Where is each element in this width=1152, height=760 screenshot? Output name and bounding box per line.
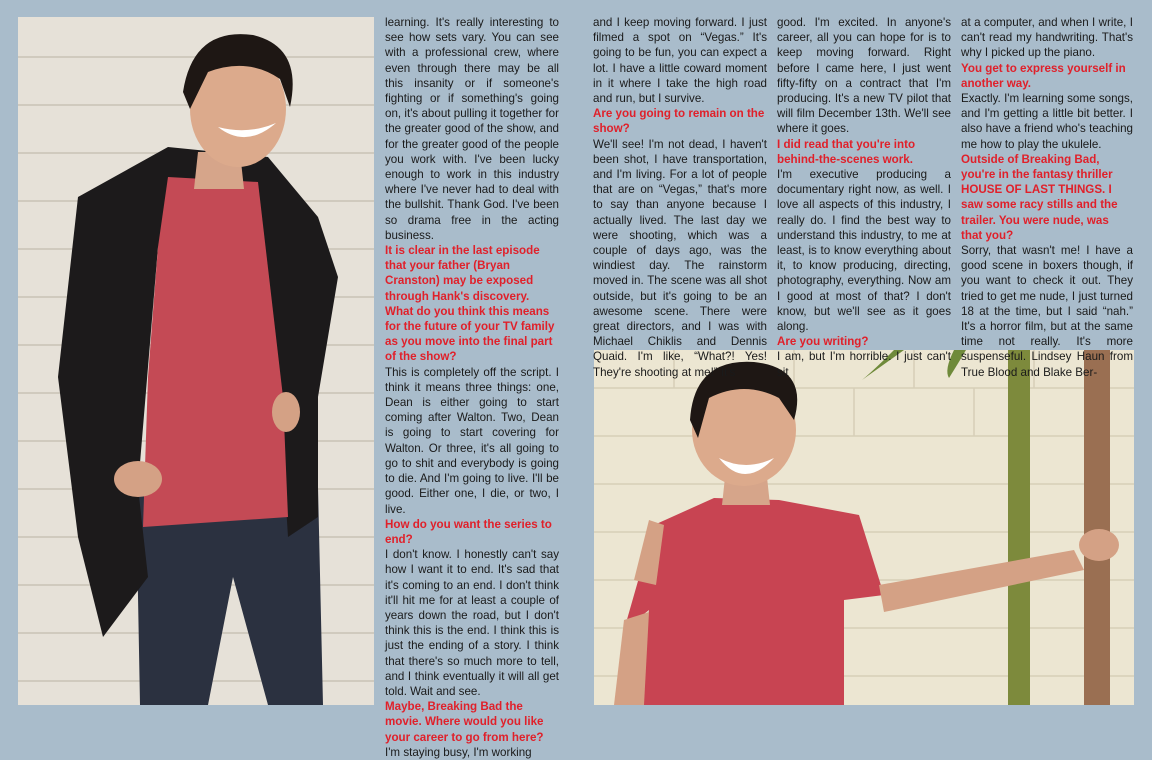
interview-answer: I don't know. I honestly can't say how I want it to end. It's sad that it's coming to an end. I don't think it'll hit me for at least a couple of years down the road, but I don't think this is the end. I think this is just the ending of a story. I think that there's so much more to tell, and I think eventually it will all get told. Wait and see.	[385, 548, 559, 698]
interview-question: Outside of Breaking Bad, you're in the fantasy thriller HOUSE OF LAST THINGS. I saw some racy stills and the trailer. You were nude, was that you?	[961, 152, 1118, 242]
interview-answer: learning. It's really interesting to see how sets vary. You can see with a professional crew, where even through there may be all this insanity or if someone's fighting or if something's going on, it's about pulling it together for the greater good of the show, and for the greater good of the people you work with. I've been lucky enough to work in this industry where I've never had to deal with the bullshit. Thank God. I've been so drama free in the acting business.	[385, 16, 559, 242]
interview-question: Are you going to remain on the show?	[593, 107, 765, 136]
interview-question: Are you writing?	[777, 335, 869, 349]
interview-answer: This is completely off the script. I think it means three things: one, Dean is either going to start coming after Walton. Two, Dean is going to start covering for Walton. Or three, it's all going to go to shit and everybody is going to die. And I'm going to live. I'll be good. Either one, I die, or two, I live.	[385, 365, 559, 516]
interview-answer: at a computer, and when I write, I can't read my handwriting. That's why I picked up the piano.	[961, 16, 1133, 60]
interview-question: You get to express yourself in another way.	[961, 61, 1126, 90]
interview-answer: and I keep moving forward. I just filmed a spot on “Vegas.” It's going to be fun, you can expect a lot. I have a little coward moment in it where I take the high road and run, but I survive.	[593, 16, 767, 106]
interview-answer: good. I'm excited. In anyone's career, all you can hope for is to keep moving forward. Right before I came here, I just went fifty-fifty on a contract that I'm producing. It's a new TV pilot that will film December 13th. We'll see where it goes.	[777, 16, 951, 136]
interview-answer: I am, but I'm horrible. I just can't sit	[777, 350, 951, 379]
interview-answer: Sorry, that wasn't me! I have a good scene in boxers though, if you want to check it out. They tried to get me nude, I just turned 18 at the time, but I said “nah.” It's a horror film, but at the same time not really. It's more suspenseful. Lindsey Haun from True Blood and Blake Ber-	[961, 244, 1133, 379]
interview-question: I did read that you're into behind-the-scenes work.	[777, 137, 916, 166]
interview-answer: I'm executive producing a documentary right now, as well. I love all aspects of this industry, I really do. I find the best way to understand this industry, to me at least, is to know everything about it, to know producing, directing, photography, everything. Now am I good at most of that? I don't know, but we'll see as it goes along.	[777, 168, 951, 334]
article-column-4	[961, 15, 1133, 379]
photo-standing-portrait	[18, 17, 374, 705]
photo-laughing-portrait	[594, 350, 1134, 705]
interview-answer: We'll see! I'm not dead, I haven't been shot, I have transportation, and I'm living. For a lot of people that are on “Vegas,” that's more to say than anyone because I actually lived. The last day we were shooting, which was a couple of days ago, was the windiest day. The rainstorm moved in. The scene was all shot outside, but it's going to be an awesome scene. There were great directors, and I was with Michael Chiklis and Dennis Quaid. I'm like, “What?! Yes! They're shooting at me!” It's	[593, 137, 767, 379]
interview-answer: Exactly. I'm learning some songs, and I'm getting a little bit better. I also have a friend who's teaching me how to play the ukulele.	[961, 92, 1133, 151]
article-column-3	[777, 15, 951, 379]
article-column-2	[593, 15, 767, 379]
interview-question: How do you want the series to end?	[385, 517, 552, 546]
interview-question: It is clear in the last episode that your father (Bryan Cranston) may be exposed through Hank's discovery. What do you think this means for the future of your TV family as you move into the final part of the show?	[385, 244, 555, 364]
interview-question: Maybe, Breaking Bad the movie. Where would you like your career to go from here?	[385, 700, 544, 744]
interview-answer: I'm staying busy, I'm working	[385, 745, 532, 759]
article-column-1	[385, 15, 559, 759]
